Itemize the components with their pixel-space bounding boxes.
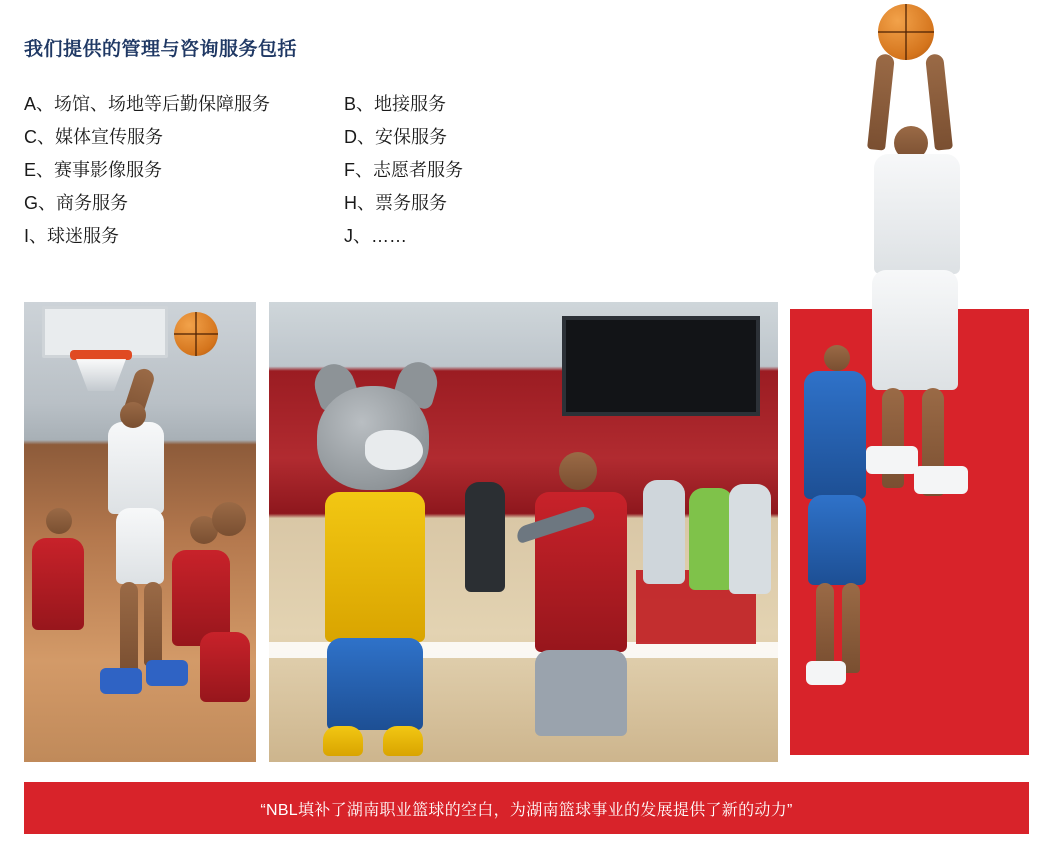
quote-banner	[24, 782, 1029, 834]
player-head-shape	[120, 402, 146, 428]
player-shorts-shape	[116, 508, 164, 584]
player-head-shape	[46, 508, 72, 534]
shooter-shoe-shape	[914, 466, 968, 494]
shooter-arm-shape	[925, 53, 953, 150]
service-item-a: A、场馆、场地等后勤保障服务	[24, 94, 271, 114]
rim-shape	[70, 350, 132, 360]
defender-shorts-shape	[808, 495, 866, 585]
services-row	[24, 220, 664, 253]
photo-mascot-fan	[269, 302, 778, 762]
services-row	[24, 154, 664, 187]
services-row	[24, 88, 664, 121]
mascot-shorts-shape	[327, 638, 423, 730]
services-list	[24, 88, 664, 253]
player-red-jersey-shape	[200, 632, 250, 702]
spectator-shape	[689, 488, 733, 590]
defender-head-shape	[824, 345, 850, 371]
mascot-shoe-shape	[323, 726, 363, 756]
net-shape	[76, 359, 126, 391]
service-item-d: D、安保服务	[344, 127, 447, 147]
service-item-j: J、……	[344, 226, 407, 246]
service-item-c: C、媒体宣传服务	[24, 127, 163, 147]
shooter-upper-body-shape	[838, 2, 978, 302]
shooter-jersey-shape	[874, 154, 960, 274]
spectator-shape	[643, 480, 685, 584]
player-shoe-shape	[100, 668, 142, 694]
defender-shoe-shape	[806, 661, 846, 685]
photo-layup-dunk	[24, 302, 256, 762]
fan-head-shape	[559, 452, 597, 490]
quote-text: “NBL填补了湖南职业篮球的空白，为湖南篮球事业的发展提供了新的动力”	[260, 801, 793, 819]
player-red-jersey-shape	[32, 538, 84, 630]
shooter-lower-body-shape	[860, 270, 990, 470]
service-item-e: E、赛事影像服务	[24, 160, 163, 180]
player-white-jersey-shape	[108, 422, 164, 514]
service-item-g: G、商务服务	[24, 193, 129, 213]
defender-leg-shape	[842, 583, 860, 673]
service-item-i: I、球迷服务	[24, 226, 120, 246]
mascot-shoe-shape	[383, 726, 423, 756]
defender-leg-shape	[816, 583, 834, 667]
player-leg-shape	[120, 582, 138, 674]
basketball-shape	[878, 4, 934, 60]
service-item-f: F、志愿者服务	[344, 160, 463, 180]
shooter-arm-shape	[867, 53, 895, 150]
page-title: 我们提供的管理与咨询服务包括	[24, 39, 298, 60]
services-row	[24, 187, 664, 220]
fan-shorts-shape	[535, 650, 627, 736]
services-row	[24, 121, 664, 154]
player-shoe-shape	[146, 660, 188, 686]
scoreboard-screen-shape	[562, 316, 760, 416]
shooter-shorts-shape	[872, 270, 958, 390]
spectator-shape	[465, 482, 505, 592]
service-item-h: H、票务服务	[344, 193, 447, 213]
mascot-jersey-shape	[325, 492, 425, 642]
defender-jersey-shape	[804, 371, 866, 499]
shooter-shoe-shape	[866, 446, 918, 474]
mascot-snout-shape	[365, 430, 423, 470]
spectator-shape	[729, 484, 771, 594]
basketball-shape	[174, 312, 218, 356]
player-head-shape	[212, 502, 246, 536]
service-item-b: B、地接服务	[344, 94, 447, 114]
player-leg-shape	[144, 582, 162, 666]
